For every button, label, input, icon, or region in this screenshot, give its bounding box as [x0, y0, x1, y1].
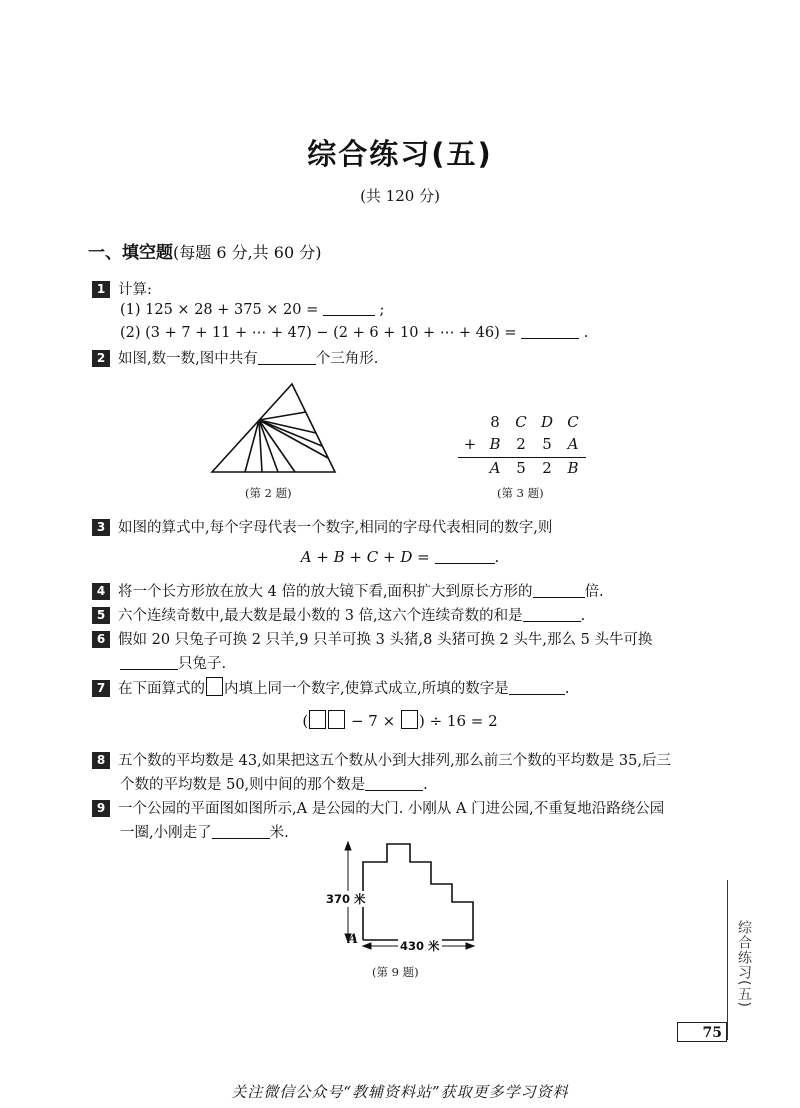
question-text: 假如 20 只兔子可换 2 只羊,9 只羊可换 3 头猪,8 头猪可换 2 头牛,那么 5 头牛可换: [118, 632, 653, 648]
question-number: 8: [92, 752, 110, 769]
puzzle-row-3: [458, 458, 588, 481]
height-label: 370 米: [326, 892, 366, 906]
plus-sign: +: [463, 435, 477, 453]
page-title: 综合练习(五): [307, 137, 493, 171]
question-1-part-2: [120, 324, 588, 341]
puzzle-row-2: [458, 435, 588, 457]
digit-box[interactable]: [401, 710, 418, 729]
question-9-line-2: [120, 821, 289, 842]
answer-blank[interactable]: [120, 655, 178, 670]
equation-text: ) ÷ 16 = 2: [418, 712, 498, 730]
digit-box[interactable]: [309, 710, 326, 729]
question-text: 六个连续奇数中,最大数是最小数的 3 倍,这六个连续奇数的和是: [118, 608, 523, 624]
section-header: [88, 238, 321, 263]
addition-puzzle: [458, 413, 588, 481]
answer-blank[interactable]: [323, 301, 375, 316]
question-2: [92, 347, 378, 368]
question-text: 内填上同一个数字,使算式成立,所填的数字是: [224, 681, 509, 697]
question-text-end: 倍.: [584, 584, 604, 600]
answer-blank[interactable]: [509, 680, 565, 695]
digit: B: [567, 459, 579, 477]
question-number: 2: [92, 350, 110, 367]
section-label: 一、填空题: [88, 243, 173, 263]
question-8-line-2: [120, 773, 428, 794]
question-1-part-1: [120, 301, 384, 318]
page-number: 75: [677, 1022, 727, 1042]
part-text: (2) (3 + 7 + 11 + ⋯ + 47) − (2 + 6 + 10 + ⋯ + 46) =: [120, 325, 517, 341]
question-number: 4: [92, 583, 110, 600]
question-text-end: 米.: [269, 825, 289, 841]
puzzle-row-1: [458, 413, 588, 435]
part-end: .: [583, 325, 589, 341]
digit: C: [567, 413, 579, 431]
question-7-equation: [0, 710, 800, 730]
digit: 5: [542, 435, 552, 453]
equation-text: A + B + C + D =: [300, 548, 430, 566]
question-number: 7: [92, 680, 110, 697]
question-3-equation: [0, 548, 800, 566]
figure-3-caption: (第 3 题): [497, 486, 544, 500]
question-text: 五个数的平均数是 43,如果把这五个数从小到大排列,那么前三个数的平均数是 35,后三: [118, 753, 671, 769]
question-text-end: .: [564, 681, 570, 697]
equation-text: − 7 ×: [350, 712, 396, 730]
question-1: [92, 278, 152, 299]
footer-note: 关注微信公众号“教辅资料站”获取更多学习资料: [231, 1083, 569, 1101]
question-number: 3: [92, 519, 110, 536]
question-text: 一个公园的平面图如图所示,A 是公园的大门. 小刚从 A 门进公园,不重复地沿路绕公园: [118, 801, 665, 817]
blank-box-icon: [206, 677, 223, 696]
answer-blank[interactable]: [365, 776, 423, 791]
question-text: 将一个长方形放在放大 4 倍的放大镜下看,面积扩大到原长方形的: [118, 584, 533, 600]
question-6: [92, 628, 652, 649]
page-subtitle: (共 120 分): [360, 187, 440, 205]
digit: 2: [542, 459, 552, 477]
width-label: 430 米: [400, 939, 440, 953]
side-tab-label: 综合练习(五): [736, 920, 752, 1008]
question-text: 如图,数一数,图中共有: [118, 351, 258, 367]
question-number: 6: [92, 631, 110, 648]
question-number: 9: [92, 800, 110, 817]
figure-2-caption: (第 2 题): [245, 486, 292, 500]
question-text: 如图的算式中,每个字母代表一个数字,相同的字母代表相同的数字,则: [118, 520, 553, 536]
question-text: 在下面算式的: [118, 681, 205, 697]
section-note: (每题 6 分,共 60 分): [173, 243, 322, 262]
equation-end: .: [494, 548, 500, 566]
question-number: 1: [92, 281, 110, 298]
digit: D: [540, 413, 554, 431]
question-9: [92, 797, 664, 818]
question-text-end: 个三角形.: [315, 351, 379, 367]
digit: B: [489, 435, 501, 453]
part-text: (1) 125 × 28 + 375 × 20 =: [120, 302, 319, 318]
question-text: 一圈,小刚走了: [120, 825, 212, 841]
part-end: ;: [379, 302, 385, 318]
question-5: [92, 604, 585, 625]
question-text: 个数的平均数是 50,则中间的那个数是: [120, 777, 366, 793]
answer-blank[interactable]: [258, 350, 316, 365]
answer-blank[interactable]: [435, 549, 495, 564]
digit: 5: [516, 459, 526, 477]
question-4: [92, 580, 604, 601]
question-3: [92, 516, 552, 537]
digit: 2: [516, 435, 526, 453]
digit: C: [515, 413, 527, 431]
digit-box[interactable]: [328, 710, 345, 729]
question-text-end: .: [423, 777, 428, 793]
triangle-figure: [205, 380, 345, 480]
question-8: [92, 749, 671, 770]
answer-blank[interactable]: [523, 607, 581, 622]
answer-blank[interactable]: [521, 324, 579, 339]
question-text-end: 只兔子.: [178, 656, 227, 672]
question-7: [92, 677, 569, 698]
digit: 8: [490, 413, 500, 431]
answer-blank[interactable]: [533, 583, 585, 598]
digit: A: [489, 459, 501, 477]
question-text-end: .: [580, 608, 586, 624]
digit: A: [567, 435, 579, 453]
figure-9-caption: (第 9 题): [372, 965, 419, 979]
question-text: 计算:: [118, 282, 152, 298]
equation-text: (: [302, 712, 309, 730]
side-tab-rule: [727, 880, 728, 1040]
question-6-line-2: [120, 652, 226, 673]
question-number: 5: [92, 607, 110, 624]
gate-label: A: [348, 932, 359, 947]
answer-blank[interactable]: [212, 824, 270, 839]
